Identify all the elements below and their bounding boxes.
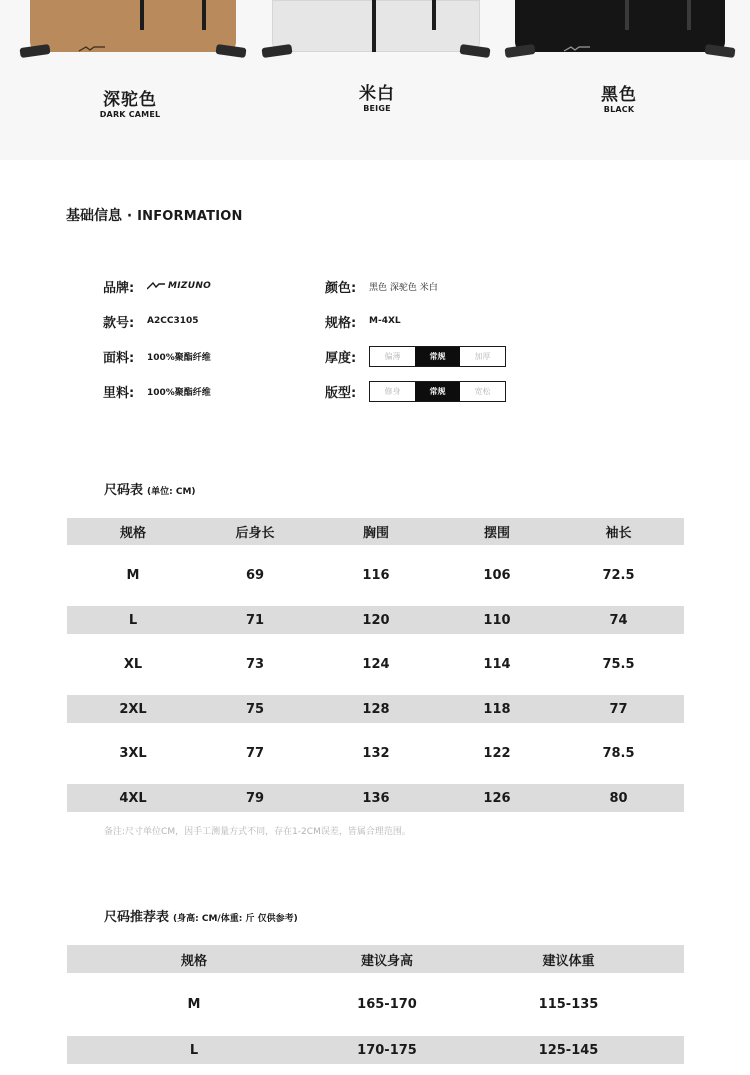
size-cell: 4XL [119, 790, 147, 806]
info-title-en: INFORMATION [137, 209, 243, 224]
color-caption-black [549, 85, 689, 115]
spec-row [325, 311, 401, 331]
model-row [103, 311, 199, 331]
jacket-image-dark-camel [20, 0, 246, 56]
header-cell: 规格 [180, 953, 207, 969]
header-cell: 规格 [119, 526, 146, 541]
fabric-row [103, 346, 211, 366]
fit-option-slim: 修身 [384, 386, 401, 396]
fabric-label: 面料: [103, 350, 135, 366]
value-cell: 128 [362, 701, 390, 717]
thickness-option-regular: 常规 [415, 347, 460, 366]
color-name-zh: 深驼色 [103, 90, 157, 110]
table-row [67, 784, 684, 812]
size-cell: M [126, 568, 140, 583]
lining-label: 里料: [103, 385, 135, 401]
value-cell: 78.5 [602, 746, 635, 761]
recommend-chart-title [104, 906, 298, 925]
table-row [67, 606, 684, 634]
lining-value: 100%聚酯纤维 [147, 387, 211, 398]
table-row [67, 723, 684, 784]
value-cell: 132 [362, 746, 390, 761]
product-color-strip [0, 0, 750, 160]
value-cell: 79 [245, 790, 265, 806]
thickness-row [325, 346, 506, 366]
header-cell: 建议体重 [542, 953, 595, 969]
color-name-zh: 米白 [359, 84, 395, 104]
size-cell: 3XL [119, 746, 147, 761]
table-row [67, 545, 684, 606]
color-caption-dark-camel [60, 90, 200, 120]
value-cell: 114 [483, 657, 511, 672]
value-cell: 122 [483, 746, 511, 761]
value-cell: 120 [362, 612, 390, 628]
size-cell: L [128, 612, 138, 628]
color-name-en: DARK CAMEL [99, 110, 161, 119]
size-chart-note: 备注:尺寸单位CM，因手工测量方式不同，存在1-2CM误差，皆属合理范围。 [104, 827, 411, 837]
size-chart-header-row [67, 518, 684, 545]
mizuno-logo-icon [563, 38, 591, 46]
mizuno-runbird-icon [147, 282, 165, 290]
brand-label: 品牌: [103, 280, 135, 296]
brand-logo [147, 281, 211, 291]
header-cell: 胸围 [362, 526, 389, 541]
value-cell: 136 [362, 790, 390, 806]
recommend-chart-title-text: 尺码推荐表 [104, 910, 170, 925]
thickness-option-thick: 加厚 [474, 351, 491, 361]
value-cell: 74 [609, 612, 628, 628]
header-cell: 建议身高 [360, 953, 413, 969]
header-cell: 摆围 [483, 526, 510, 541]
value-cell: 77 [609, 701, 628, 717]
table-row [67, 973, 684, 1036]
thickness-label: 厚度: [325, 350, 357, 366]
info-section-title [66, 205, 243, 225]
recommend-chart-table [67, 945, 684, 1064]
table-row [67, 1036, 684, 1064]
size-chart-title-text: 尺码表 [104, 483, 144, 498]
brand-value: MIZUNO [168, 281, 212, 291]
fabric-value: 100%聚酯纤维 [147, 352, 211, 363]
recommend-chart-sub: (身高: CM/体重: 斤 仅供参考) [173, 914, 298, 924]
value-cell: 110 [483, 612, 511, 628]
value-cell: 73 [245, 657, 265, 672]
recommend-header-row [67, 945, 684, 973]
value-cell: 106 [483, 568, 511, 583]
color-row [325, 276, 438, 296]
size-chart-title [104, 479, 196, 498]
size-cell: M [187, 997, 201, 1012]
mizuno-logo-icon [78, 38, 106, 46]
brand-row [103, 276, 211, 296]
fit-row [325, 381, 506, 401]
model-value: A2CC3105 [147, 316, 199, 326]
table-row [67, 634, 684, 695]
model-label: 款号: [103, 315, 135, 331]
color-caption-beige [307, 84, 447, 114]
value-cell: 80 [609, 790, 628, 806]
color-label: 颜色: [325, 280, 357, 296]
size-chart-table [67, 518, 684, 812]
value-cell: 116 [362, 568, 390, 583]
size-cell: L [189, 1042, 199, 1058]
value-cell: 69 [245, 568, 265, 583]
info-title-zh: 基础信息 [66, 208, 122, 224]
color-name-en: BLACK [603, 105, 635, 114]
jacket-image-black [505, 0, 735, 56]
size-cell: 2XL [119, 701, 147, 717]
lining-row [103, 381, 211, 401]
fit-option-regular: 常规 [415, 382, 460, 401]
table-row [67, 695, 684, 723]
header-cell: 后身长 [235, 526, 275, 541]
spec-value: M-4XL [369, 316, 401, 326]
value-cell: 124 [362, 657, 390, 672]
value-cell: 75 [245, 701, 265, 717]
value-cell: 115-135 [538, 997, 599, 1012]
size-cell: XL [123, 657, 143, 672]
value-cell: 118 [483, 701, 511, 717]
color-name-zh: 黑色 [601, 85, 637, 105]
info-title-sep: · [126, 208, 133, 224]
spec-label: 规格: [325, 315, 357, 331]
fit-option-loose: 宽松 [474, 386, 491, 396]
jacket-image-beige [262, 0, 490, 56]
size-chart-unit: (单位: CM) [147, 487, 196, 497]
value-cell: 126 [483, 790, 511, 806]
thickness-option-thin: 偏薄 [384, 351, 401, 361]
value-cell: 125-145 [538, 1042, 599, 1058]
color-name-en: BEIGE [363, 104, 391, 113]
value-cell: 71 [245, 612, 265, 628]
color-value: 黑色 深驼色 米白 [369, 282, 438, 293]
fit-scale [369, 381, 506, 402]
value-cell: 165-170 [357, 997, 417, 1012]
value-cell: 170-175 [357, 1042, 417, 1058]
fit-label: 版型: [325, 385, 357, 401]
value-cell: 77 [245, 746, 265, 761]
value-cell: 72.5 [602, 568, 635, 583]
thickness-scale [369, 346, 506, 367]
header-cell: 袖长 [605, 526, 632, 541]
value-cell: 75.5 [602, 657, 635, 672]
